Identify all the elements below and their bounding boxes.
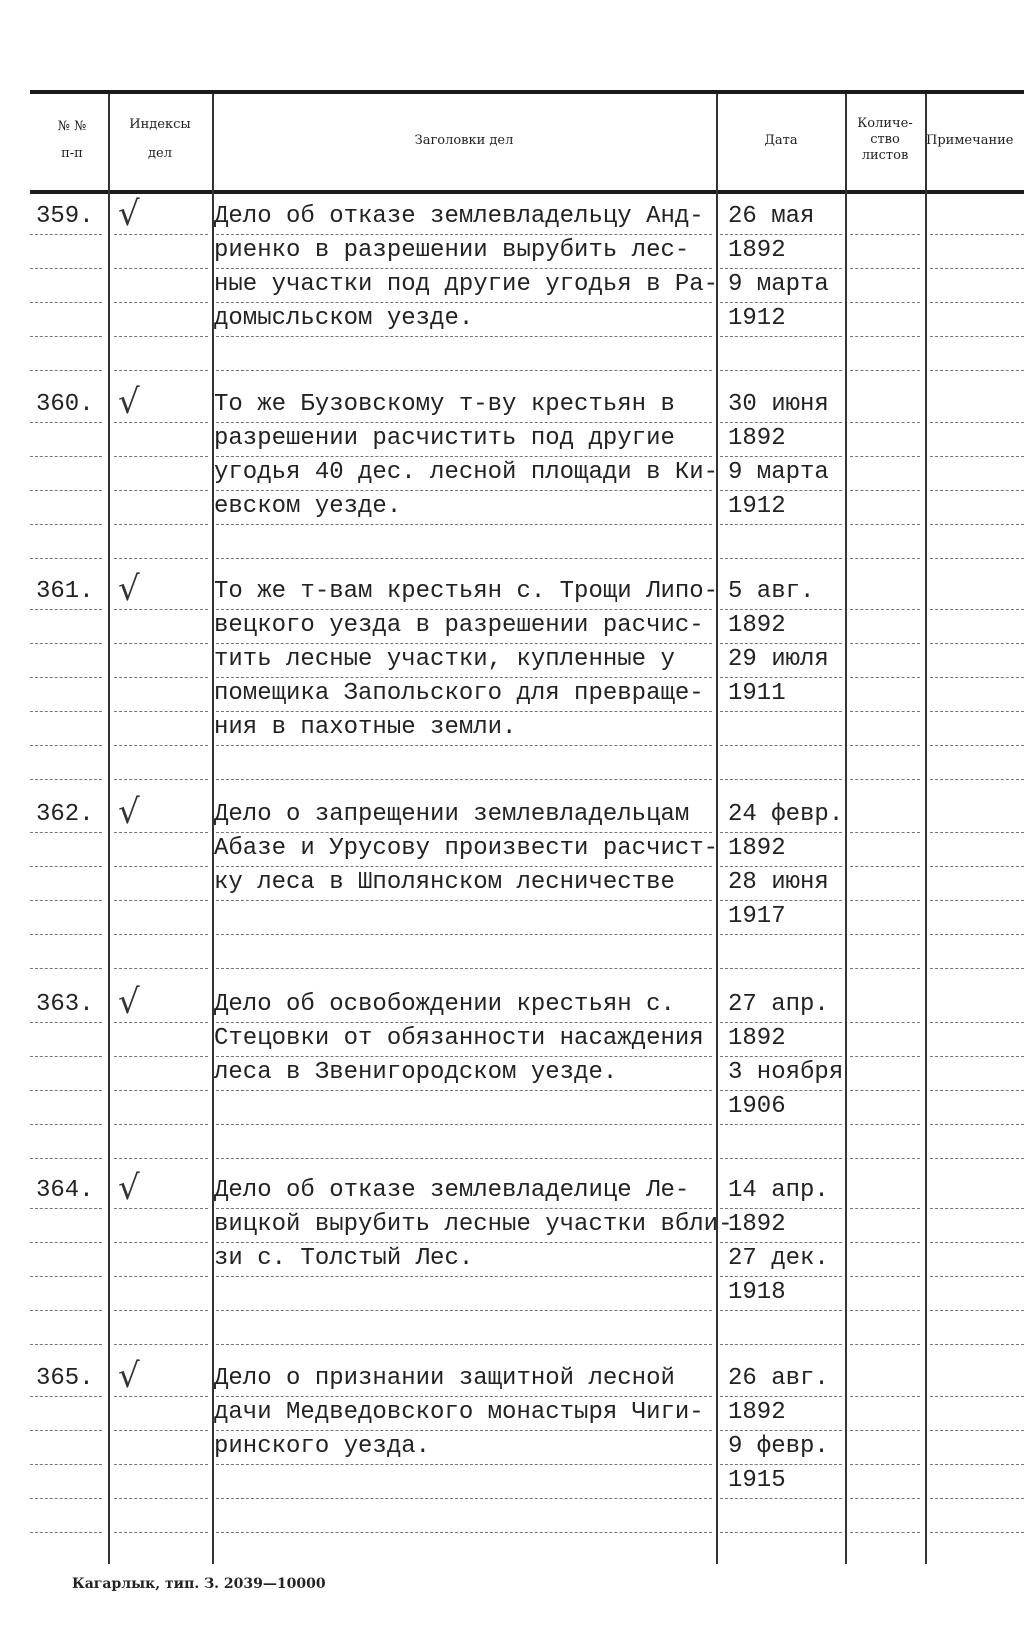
row-rule (930, 643, 1024, 644)
row-rule (850, 1208, 920, 1209)
row-rule (114, 1464, 208, 1465)
row-rule (930, 1242, 1024, 1243)
row-rule (30, 643, 102, 644)
row-rule (930, 1430, 1024, 1431)
row-rule (216, 1464, 712, 1465)
row-rule (850, 490, 920, 491)
entry-date-line: 26 авг. (728, 1365, 829, 1392)
row-rule (114, 370, 208, 371)
row-rule (114, 234, 208, 235)
row-rule (930, 609, 1024, 610)
checkmark-icon: √ (118, 792, 140, 832)
entry-date-line: 9 марта (728, 459, 829, 486)
row-rule (114, 1276, 208, 1277)
entry-date-line: 3 ноября (728, 1059, 844, 1086)
entry-number: 365. (36, 1365, 94, 1392)
row-rule (930, 1464, 1024, 1465)
row-rule (720, 968, 842, 969)
row-rule (850, 370, 920, 371)
row-rule (850, 1022, 920, 1023)
row-rule (720, 1532, 842, 1533)
row-rule (850, 1344, 920, 1345)
row-rule (30, 1464, 102, 1465)
row-rule (114, 1090, 208, 1091)
header-number-line: п-п (61, 146, 83, 161)
row-rule (30, 832, 102, 833)
entry-title-line: леса в Звенигородском уезде. (214, 1059, 618, 1086)
entry-title-line: разрешении расчистить под другие (214, 425, 675, 452)
entry-title-line: домысльском уезде. (214, 305, 474, 332)
row-rule (930, 456, 1024, 457)
header-index-line: дел (148, 146, 172, 161)
entry-title-line: Стецовки от обязанности насаждения (214, 1025, 704, 1052)
row-rule (720, 1498, 842, 1499)
row-rule (30, 968, 102, 969)
entry-title-line: ния в пахотные земли. (214, 714, 517, 741)
entry-title-line: ку леса в Шполянском лесничестве (214, 869, 675, 896)
entry-title-line: Дело об освобождении крестьян с. (214, 991, 675, 1018)
entry-date-line: 14 апр. (728, 1177, 829, 1204)
row-rule (30, 1344, 102, 1345)
row-rule (850, 609, 920, 610)
row-rule (720, 1124, 842, 1125)
entry-date-line: 1915 (728, 1467, 786, 1494)
row-rule (850, 1242, 920, 1243)
row-rule (114, 558, 208, 559)
entry-date-line: 1892 (728, 1025, 786, 1052)
row-rule (850, 1498, 920, 1499)
entry-date-line: 1892 (728, 1211, 786, 1238)
row-rule (114, 1056, 208, 1057)
row-rule (216, 745, 712, 746)
row-rule (930, 1090, 1024, 1091)
row-rule (30, 422, 102, 423)
entry-number: 363. (36, 991, 94, 1018)
row-rule (114, 1310, 208, 1311)
row-rule (930, 1208, 1024, 1209)
entry-title-line: Дело о запрещении землевладельцам (214, 801, 690, 828)
row-rule (930, 1124, 1024, 1125)
column-divider (108, 94, 110, 1564)
row-rule (850, 1310, 920, 1311)
row-rule (114, 677, 208, 678)
row-rule (720, 934, 842, 935)
row-rule (30, 900, 102, 901)
row-rule (930, 1532, 1024, 1533)
row-rule (30, 609, 102, 610)
entry-number: 361. (36, 578, 94, 605)
checkmark-icon: √ (118, 382, 140, 422)
row-rule (30, 1396, 102, 1397)
printer-imprint: Кагарлык, тип. З. 2039—10000 (72, 1576, 326, 1592)
entry-title-line: Абазе и Урусову произвести расчист- (214, 835, 719, 862)
row-rule (114, 490, 208, 491)
entry-date-line: 1918 (728, 1279, 786, 1306)
row-rule (114, 1396, 208, 1397)
entry-date-line: 1892 (728, 612, 786, 639)
row-rule (30, 1242, 102, 1243)
row-rule (850, 1532, 920, 1533)
entry-date-line: 1892 (728, 425, 786, 452)
row-rule (216, 1158, 712, 1159)
row-rule (216, 900, 712, 901)
row-rule (850, 234, 920, 235)
row-rule (216, 1276, 712, 1277)
row-rule (114, 934, 208, 935)
entry-title-line: помещика Запольского для превраще- (214, 680, 704, 707)
row-rule (850, 1158, 920, 1159)
header-number-line: № № (57, 119, 87, 134)
row-rule (30, 677, 102, 678)
row-rule (30, 1090, 102, 1091)
row-rule (850, 422, 920, 423)
entry-date-line: 5 авг. (728, 578, 815, 605)
row-rule (850, 1464, 920, 1465)
row-rule (30, 524, 102, 525)
entry-title-line: зи с. Толстый Лес. (214, 1245, 474, 1272)
row-rule (850, 524, 920, 525)
row-rule (30, 1124, 102, 1125)
row-rule (720, 1158, 842, 1159)
row-rule (850, 900, 920, 901)
row-rule (850, 1056, 920, 1057)
row-rule (850, 1396, 920, 1397)
row-rule (216, 1124, 712, 1125)
header-top-rule (30, 90, 1024, 94)
entry-date-line: 9 марта (728, 271, 829, 298)
row-rule (930, 336, 1024, 337)
row-rule (114, 1242, 208, 1243)
entry-title-line: ринского уезда. (214, 1433, 431, 1460)
row-rule (30, 302, 102, 303)
header-bottom-rule (30, 190, 1024, 194)
row-rule (930, 1396, 1024, 1397)
row-rule (930, 1056, 1024, 1057)
header-sheets-line: ство (870, 132, 900, 147)
row-rule (216, 934, 712, 935)
entry-title-line: риенко в разрешении вырубить лес- (214, 237, 690, 264)
row-rule (216, 370, 712, 371)
row-rule (30, 745, 102, 746)
row-rule (930, 268, 1024, 269)
row-rule (720, 711, 842, 712)
entry-number: 360. (36, 391, 94, 418)
row-rule (850, 456, 920, 457)
row-rule (720, 779, 842, 780)
entry-date-line: 1906 (728, 1093, 786, 1120)
row-rule (114, 302, 208, 303)
row-rule (720, 370, 842, 371)
header-sheets-line: Количе- (857, 116, 913, 131)
row-rule (850, 1124, 920, 1125)
row-rule (850, 302, 920, 303)
row-rule (114, 866, 208, 867)
row-rule (216, 968, 712, 969)
row-rule (850, 1276, 920, 1277)
row-rule (114, 968, 208, 969)
row-rule (114, 1532, 208, 1533)
row-rule (930, 1498, 1024, 1499)
row-rule (216, 1498, 712, 1499)
row-rule (850, 779, 920, 780)
row-rule (930, 934, 1024, 935)
row-rule (930, 832, 1024, 833)
row-rule (114, 1430, 208, 1431)
row-rule (114, 1158, 208, 1159)
row-rule (216, 524, 712, 525)
row-rule (930, 422, 1024, 423)
entry-date-line: 26 мая (728, 203, 815, 230)
row-rule (114, 609, 208, 610)
row-rule (30, 456, 102, 457)
row-rule (930, 745, 1024, 746)
row-rule (930, 524, 1024, 525)
row-rule (850, 745, 920, 746)
header-title: Заголовки дел (414, 133, 514, 148)
checkmark-icon: √ (118, 569, 140, 609)
row-rule (114, 1498, 208, 1499)
row-rule (30, 1022, 102, 1023)
row-rule (850, 1430, 920, 1431)
entry-title-line: вецкого уезда в разрешении расчис- (214, 612, 704, 639)
row-rule (850, 268, 920, 269)
row-rule (114, 336, 208, 337)
row-rule (720, 524, 842, 525)
row-rule (30, 1158, 102, 1159)
header-number (40, 118, 104, 162)
entry-title-line: Дело о признании защитной лесной (214, 1365, 675, 1392)
row-rule (30, 1532, 102, 1533)
row-rule (850, 558, 920, 559)
row-rule (30, 1310, 102, 1311)
header-index (110, 116, 210, 162)
row-rule (216, 1310, 712, 1311)
entry-title-line: евском уезде. (214, 493, 402, 520)
entry-date-line: 30 июня (728, 391, 829, 418)
header-notes: Примечание (926, 133, 1014, 148)
entry-number: 364. (36, 1177, 94, 1204)
row-rule (114, 1124, 208, 1125)
entry-title-line: тить лесные участки, купленные у (214, 646, 675, 673)
row-rule (720, 1310, 842, 1311)
column-divider (716, 94, 718, 1564)
entry-date-line: 24 февр. (728, 801, 844, 828)
entry-number: 359. (36, 203, 94, 230)
entry-date-line: 1917 (728, 903, 786, 930)
entry-date-line: 1912 (728, 305, 786, 332)
row-rule (720, 336, 842, 337)
row-rule (30, 866, 102, 867)
entry-title-line: ные участки под другие угодья в Ра- (214, 271, 719, 298)
row-rule (216, 1532, 712, 1533)
row-rule (930, 900, 1024, 901)
row-rule (850, 934, 920, 935)
column-divider (845, 94, 847, 1564)
row-rule (850, 711, 920, 712)
entry-date-line: 9 февр. (728, 1433, 829, 1460)
row-rule (850, 643, 920, 644)
row-rule (216, 779, 712, 780)
row-rule (930, 558, 1024, 559)
row-rule (930, 968, 1024, 969)
row-rule (114, 745, 208, 746)
row-rule (30, 1056, 102, 1057)
entry-title-line: Дело об отказе землевладелице Ле- (214, 1177, 690, 1204)
row-rule (114, 1208, 208, 1209)
row-rule (216, 336, 712, 337)
row-rule (930, 677, 1024, 678)
entry-date-line: 1892 (728, 237, 786, 264)
row-rule (30, 558, 102, 559)
row-rule (930, 302, 1024, 303)
row-rule (30, 934, 102, 935)
row-rule (930, 1310, 1024, 1311)
checkmark-icon: √ (118, 1168, 140, 1208)
entry-date-line: 27 апр. (728, 991, 829, 1018)
row-rule (30, 490, 102, 491)
entry-number: 362. (36, 801, 94, 828)
row-rule (114, 711, 208, 712)
row-rule (720, 558, 842, 559)
row-rule (930, 866, 1024, 867)
checkmark-icon: √ (118, 194, 140, 234)
row-rule (114, 524, 208, 525)
header-sheets-line: листов (861, 148, 909, 163)
row-rule (930, 370, 1024, 371)
row-rule (114, 422, 208, 423)
row-rule (930, 779, 1024, 780)
row-rule (930, 1276, 1024, 1277)
row-rule (850, 866, 920, 867)
entry-date-line: 1892 (728, 1399, 786, 1426)
row-rule (850, 677, 920, 678)
row-rule (30, 1276, 102, 1277)
row-rule (216, 558, 712, 559)
row-rule (114, 1344, 208, 1345)
row-rule (30, 370, 102, 371)
row-rule (114, 268, 208, 269)
row-rule (850, 1090, 920, 1091)
row-rule (216, 1090, 712, 1091)
row-rule (850, 968, 920, 969)
row-rule (850, 336, 920, 337)
row-rule (114, 900, 208, 901)
row-rule (30, 234, 102, 235)
row-rule (930, 1344, 1024, 1345)
row-rule (30, 1498, 102, 1499)
column-divider (925, 94, 927, 1564)
row-rule (114, 1022, 208, 1023)
row-rule (114, 832, 208, 833)
header-index-line: Индексы (129, 117, 191, 132)
entry-title-line: угодья 40 дес. лесной площади в Ки- (214, 459, 719, 486)
entry-title-line: вицкой вырубить лесные участки вбли- (214, 1211, 733, 1238)
row-rule (30, 711, 102, 712)
entry-title-line: Дело об отказе землевладельцу Анд- (214, 203, 704, 230)
row-rule (30, 779, 102, 780)
checkmark-icon: √ (118, 982, 140, 1022)
row-rule (114, 643, 208, 644)
row-rule (850, 832, 920, 833)
header-sheets (846, 116, 924, 164)
checkmark-icon: √ (118, 1356, 140, 1396)
row-rule (930, 234, 1024, 235)
row-rule (30, 268, 102, 269)
row-rule (216, 1344, 712, 1345)
entry-title-line: То же т-вам крестьян с. Трощи Липо- (214, 578, 719, 605)
row-rule (30, 1430, 102, 1431)
row-rule (30, 1208, 102, 1209)
entry-date-line: 29 июля (728, 646, 829, 673)
entry-date-line: 28 июня (728, 869, 829, 896)
row-rule (114, 779, 208, 780)
row-rule (930, 1158, 1024, 1159)
header-date: Дата (764, 133, 798, 148)
row-rule (114, 456, 208, 457)
row-rule (720, 745, 842, 746)
row-rule (930, 1022, 1024, 1023)
row-rule (30, 336, 102, 337)
entry-title-line: дачи Медведовского монастыря Чиги- (214, 1399, 704, 1426)
entry-title-line: То же Бузовскому т-ву крестьян в (214, 391, 675, 418)
entry-date-line: 1911 (728, 680, 786, 707)
entry-date-line: 1892 (728, 835, 786, 862)
entry-date-line: 1912 (728, 493, 786, 520)
row-rule (930, 490, 1024, 491)
entry-date-line: 27 дек. (728, 1245, 829, 1272)
row-rule (930, 711, 1024, 712)
row-rule (720, 1344, 842, 1345)
